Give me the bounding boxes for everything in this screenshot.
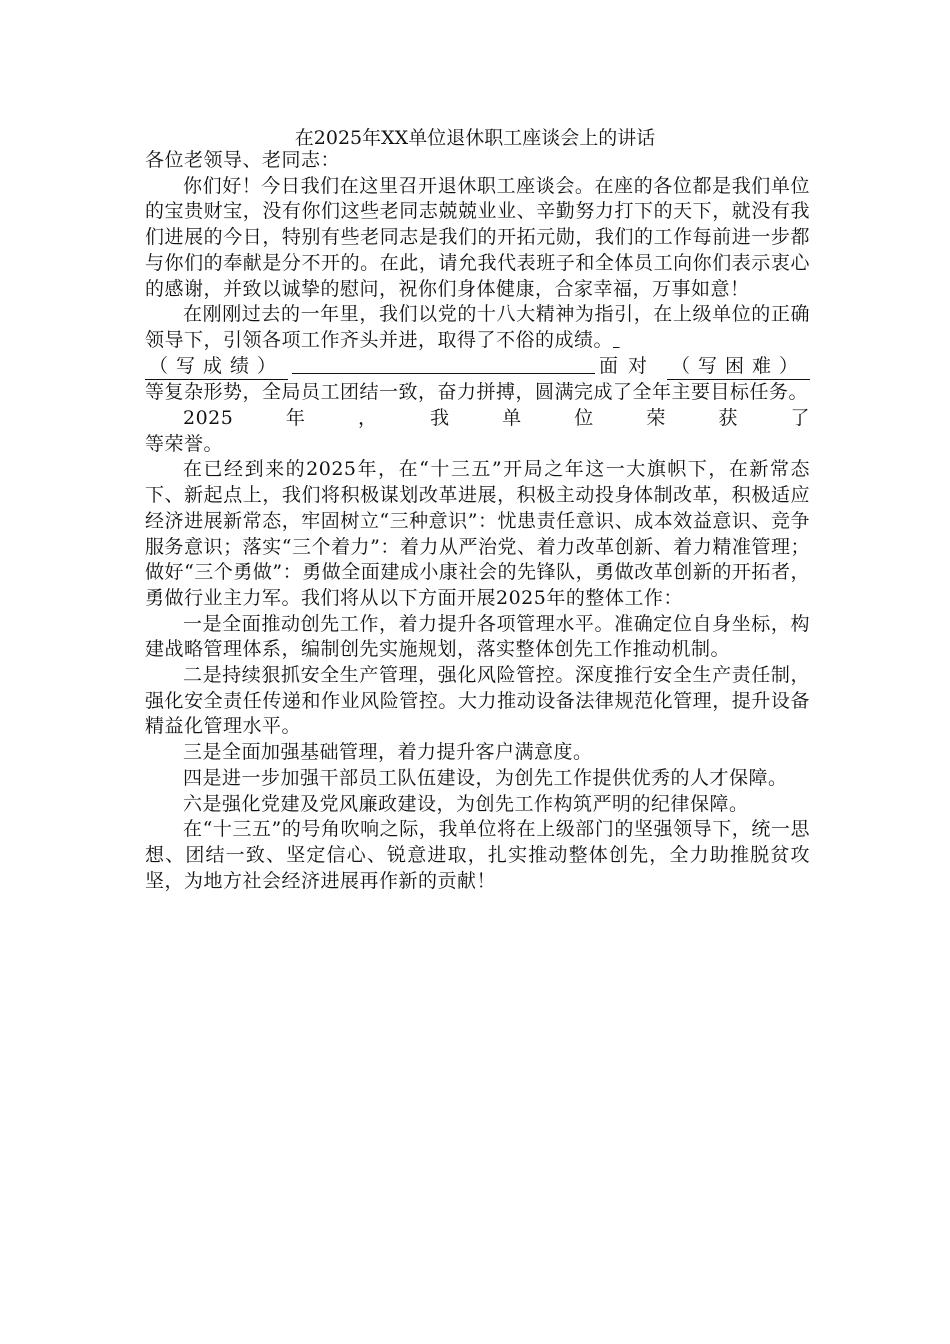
- paragraph-review: [145, 302, 810, 353]
- paragraph-point-4: 四是进一步加强干部员工队伍建设，为创先工作提供优秀的人才保障。: [183, 766, 788, 789]
- honor-word: 我: [430, 407, 450, 430]
- fill-in-line: [145, 354, 810, 381]
- honor-word: 位: [574, 407, 594, 430]
- paragraph-point-1: 一是全面推动创先工作，着力提升各项管理水平。准确定位自身坐标，构建战略管理体系，编制创先实施规划，落实整体创先工作推动机制。: [145, 612, 810, 661]
- honor-word: 荣: [646, 407, 666, 430]
- honor-line: [145, 406, 810, 432]
- paragraph-plan: 在已经到来的2025年，在“十三五”开局之年这一大旗帜下，在新常态下、新起点上，我们将积极谋划改革进展，积极主动投身体制改革，积极适应经济进展新常态，牢固树立“三种意识”：忧患责任意识、成本效益意识、竞争服务意识；落实“三个着力”：着力从严治党、着力改革创新、着力精准管理；做好“三个勇做”：勇做全面建成小康社会的先锋队，勇做改革创新的开拓者，勇做行业主力军。我们将从以下方面开展2025年的整体工作：: [145, 458, 810, 609]
- honor-end: 等荣誉。: [145, 432, 224, 455]
- document-body: [145, 148, 810, 894]
- paragraph-review-end: 等复杂形势，全局员工团结一致，奋力拼搏，圆满完成了全年主要目标任务。: [145, 381, 809, 404]
- salutation: 各位老领导、老同志：: [145, 149, 341, 171]
- blank-achievement: （写成绩）: [145, 354, 288, 381]
- blank-difficulty: （写困难）: [667, 354, 810, 381]
- paragraph-closing: 在“十三五”的号角吹响之际，我单位将在上级部门的坚强领导下，统一思想、团结一致、坚定信心、锐意进取，扎实推动整体创先，全力助推脱贫攻坚，为地方社会经济进展再作新的贡献！: [145, 818, 810, 892]
- honor-word: 2025: [183, 407, 234, 430]
- honor-word: 了: [790, 407, 810, 430]
- paragraph-review-text: 在刚刚过去的一年里，我们以党的十八大精神为指引，在上级单位的正确领导下，引领各项工作齐头并进，取得了不俗的成绩。: [145, 303, 810, 351]
- document-title: 在2025年XX单位退休职工座谈会上的讲话: [294, 127, 656, 149]
- paragraph-point-3: 三是全面加强基础管理，着力提升客户满意度。: [183, 741, 593, 764]
- honor-word: 单: [502, 407, 522, 430]
- honor-word: ，: [358, 407, 378, 430]
- face-label: 面对: [598, 354, 657, 377]
- honor-word: 年: [285, 407, 306, 430]
- honor-word: 获: [718, 407, 738, 430]
- blank-achievement-line: [292, 354, 595, 375]
- paragraph-point-2: 二是持续狠抓安全生产管理，强化风险管控。深度推行安全生产责任制，强化安全责任传递和作业风险管控。大力推动设备法律规范化管理，提升设备精益化管理水平。: [145, 664, 810, 738]
- paragraph-greeting: 你们好！今日我们在这里召开退休职工座谈会。在座的各位都是我们单位的宝贵财宝，没有你们这些老同志兢兢业业、辛勤努力打下的天下，就没有我们进展的今日，特别有些老同志是我们的开拓元勋，我们的工作每前进一步都与你们的奉献是分不开的。在此，请允我代表班子和全体员工向你们表示衷心的感谢，并致以诚挚的慰问，祝你们身体健康，合家幸福，万事如意！: [145, 174, 810, 300]
- paragraph-point-6: 六是强化党建及党风廉政建设，为创先工作构筑严明的纪律保障。: [183, 792, 749, 815]
